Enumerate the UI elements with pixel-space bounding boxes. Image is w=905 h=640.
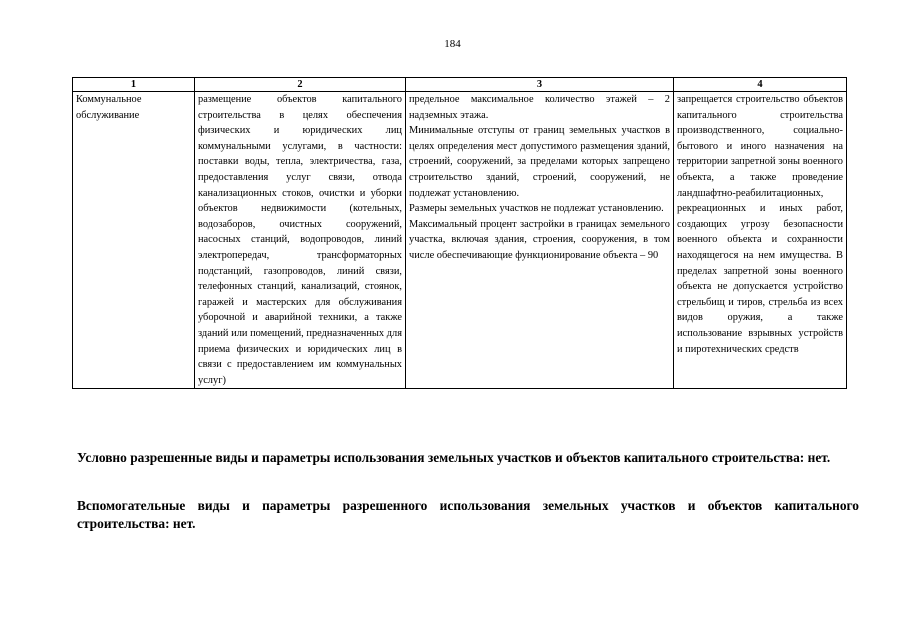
column-header: 2 (195, 78, 406, 92)
regulations-table (72, 77, 847, 389)
description-cell: размещение объектов капитального строительства в целях обеспечения физических и юридических лиц коммунальными услугами, в частности: поставки воды, тепла, электричества, газа, предоставления услуг связи, отвода канализационных стоков, очистки и уборки объектов недвижимости (котельных, водозаборов, очистных сооружений, насосных станций, водопроводов, линий электропередач, трансформаторных подстанций, газопроводов, линий связи, телефонных станций, канализаций, стоянок, гаражей и мастерских для обслуживания уборочной и аварийной техники, а также зданий или помещений, предназначенных для приема физических и юридических лиц в связи с предоставлением им коммунальных услуг) (195, 92, 406, 389)
table-row (73, 92, 847, 389)
parameter-paragraph: Максимальный процент застройки в границах земельного участка, включая здания, строения, сооружения, в том числе обеспечивающие функционирование объекта – 90 (409, 218, 670, 261)
parameter-paragraph: Размеры земельных участков не подлежат установлению. (409, 203, 664, 215)
page-number: 184 (444, 38, 461, 50)
table-header-row (73, 78, 847, 92)
parameters-cell (406, 92, 674, 389)
column-header: 3 (406, 78, 674, 92)
column-header: 1 (73, 78, 195, 92)
restrictions-cell: запрещается строительство объектов капитального строительства производственного, социально-бытового и иного назначения на территории запретной зоны военного объекта, а также проведение ландшафтно-реабилитационных, рекреационных и иных работ, создающих угрозу безопасности военного объекта и сохранности находящегося на нем имущества. В пределах запретной зоны военного объекта не допускается устройство стрельбищ и тиров, стрельба из всех видов оружия, а также использование взрывных устройств и пиротехнических средств (674, 92, 847, 389)
column-header: 4 (674, 78, 847, 92)
parameter-paragraph: предельное максимальное количество этажей – 2 надземных этажа. (409, 94, 670, 121)
auxiliary-uses-note: Вспомогательные виды и параметры разрешенного использования земельных участков и объектов капитального строительства: нет. (77, 498, 859, 531)
conditional-uses-note: Условно разрешенные виды и параметры использования земельных участков и объектов капитального строительства: нет. (77, 450, 831, 465)
use-type-cell: Коммунальное обслуживание (73, 92, 195, 389)
parameter-paragraph: Минимальные отступы от границ земельных участков в целях определения мест допустимого размещения зданий, строений, сооружений, за пределами которых запрещено строительство зданий, строений, сооружений, не подлежат установлению. (409, 125, 670, 199)
